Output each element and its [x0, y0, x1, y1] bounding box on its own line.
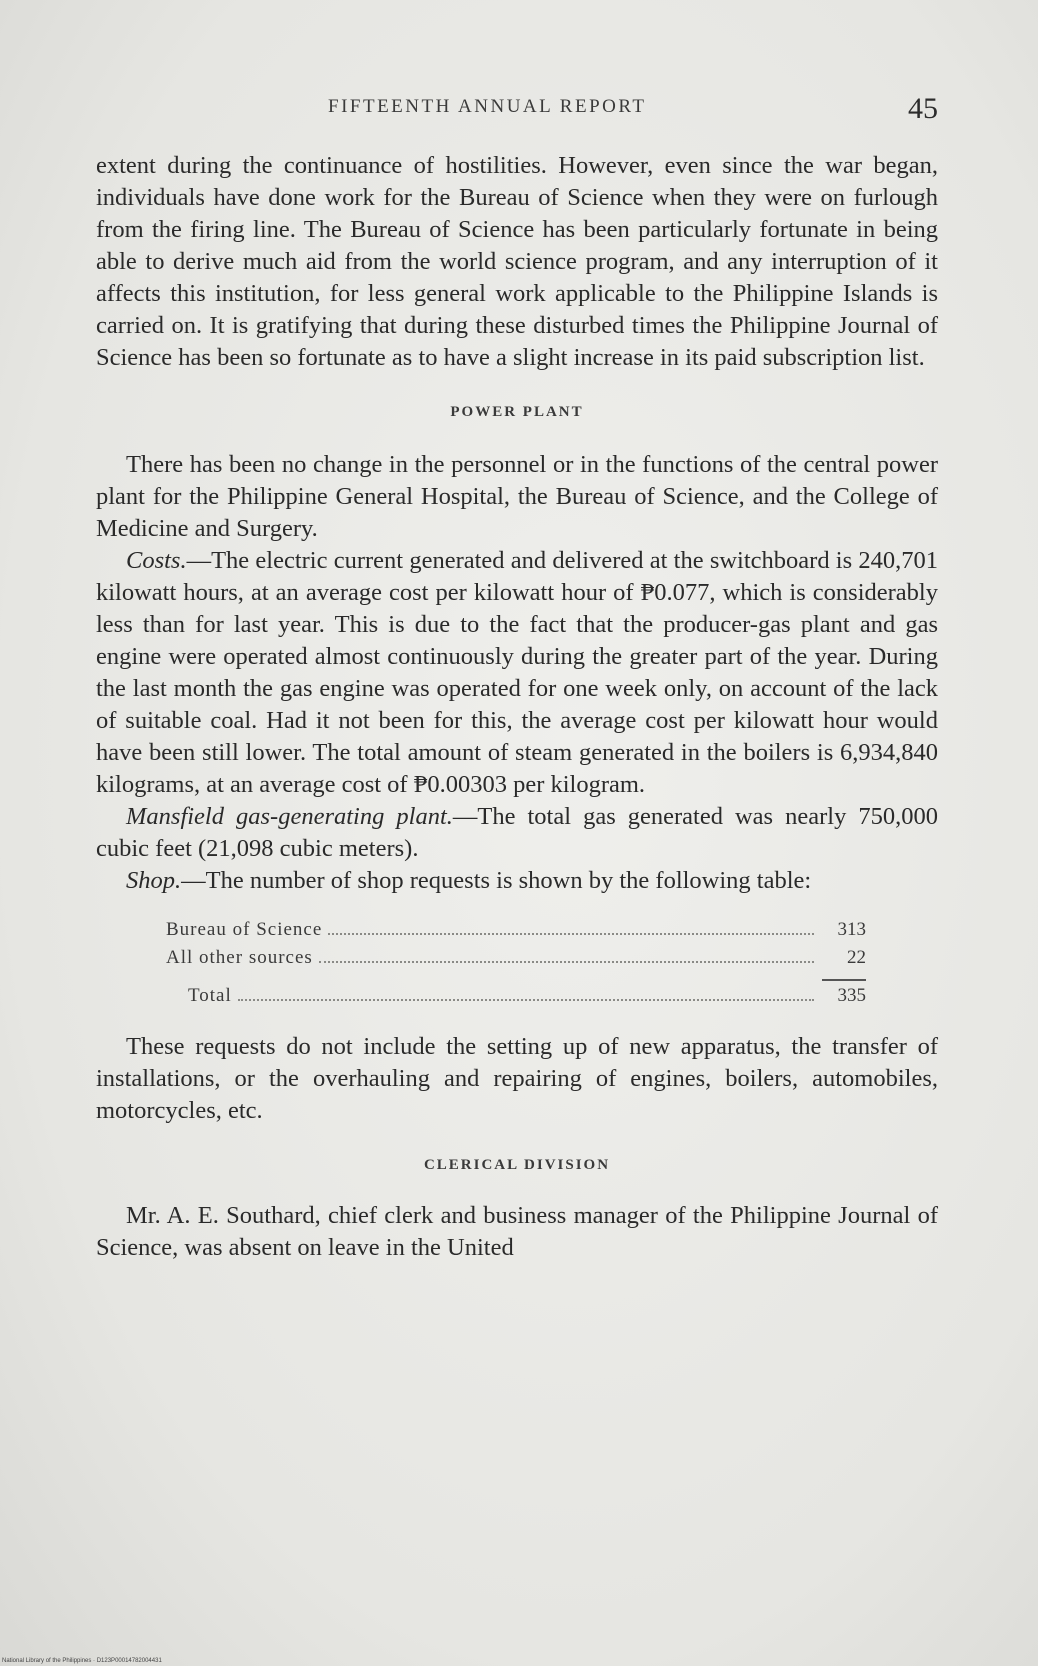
- running-title: FIFTEENTH ANNUAL REPORT: [328, 96, 647, 117]
- power-plant-paragraph: There has been no change in the personnel or in the functions of the central power plant for the Philippine General Hospital, the Bureau of Science, and the College of Medicine and Surgery.: [96, 451, 938, 542]
- row-value: 22: [847, 947, 866, 968]
- dot-leader: [328, 932, 814, 935]
- dot-leader: [238, 998, 814, 1001]
- library-stamp: National Library of the Philippines · D123P00014782004431: [2, 1658, 162, 1664]
- costs-text: —The electric current generated and delivered at the switchboard is 240,701 kilowatt hours, at an average cost per kilowatt hour of ₱0.077, which is considerably less than for last year. This is due to the fact that the producer-gas plant and gas engine were operated almost continuously during the greater part of the year. During the last month the gas engine was operated for one week only, on account of the lack of suitable coal. Had it not been for this, the average cost per kilowatt hour would have been still lower. The total amount of steam generated in the boilers is 6,934,840 kilograms, at an average cost of ₱0.00303 per kilogram.: [96, 547, 938, 798]
- page-header: [96, 92, 938, 132]
- total-value: 335: [837, 985, 866, 1006]
- table-total-row: [166, 985, 866, 1013]
- costs-label: Costs.: [126, 547, 187, 574]
- row-label: Bureau of Science: [166, 919, 323, 940]
- row-value: 313: [837, 919, 866, 940]
- total-label: Total: [188, 985, 232, 1006]
- row-label: All other sources: [166, 947, 313, 968]
- body-text: [96, 150, 938, 1264]
- section-heading-power-plant: POWER PLANT: [450, 404, 584, 420]
- page-number: 45: [908, 92, 938, 125]
- shop-text: —The number of shop requests is shown by the following table:: [181, 867, 812, 894]
- dot-leader: [319, 960, 814, 963]
- section-heading-clerical-division: CLERICAL DIVISION: [423, 1157, 611, 1173]
- shop-requests-table: [166, 919, 866, 1013]
- shop-label: Shop.: [126, 867, 182, 894]
- costs-paragraph: [96, 545, 938, 801]
- table-row: [166, 947, 866, 975]
- mansfield-paragraph: [96, 801, 938, 865]
- after-table-paragraph: These requests do not include the setting up of new apparatus, the transfer of installations, or the overhauling and repairing of engines, boilers, automobiles, motorcycles, etc.: [96, 1033, 938, 1124]
- shop-paragraph: [96, 865, 938, 897]
- mansfield-label: Mansfield gas-generating plant.: [126, 803, 453, 830]
- table-row: [166, 919, 866, 947]
- mansfield-text: —The total gas generated was nearly 750,000 cubic feet (21,098 cubic meters).: [96, 803, 938, 862]
- sum-rule: [166, 975, 866, 985]
- intro-paragraph: extent during the continuance of hostilities. However, even since the war began, individuals have done work for the Bureau of Science when they were on furlough from the firing line. The Bureau of Science has been particularly fortunate in being able to derive much aid from the world science program, and any interruption of it affects this institution, for less general work applicable to the Philippine Islands is carried on. It is gratifying that during these disturbed times the Philippine Journal of Science has been so fortunate as to have a slight increase in its paid subscription list.: [96, 152, 938, 371]
- clerical-paragraph: Mr. A. E. Southard, chief clerk and business manager of the Philippine Journal of Science, was absent on leave in the United: [96, 1202, 938, 1261]
